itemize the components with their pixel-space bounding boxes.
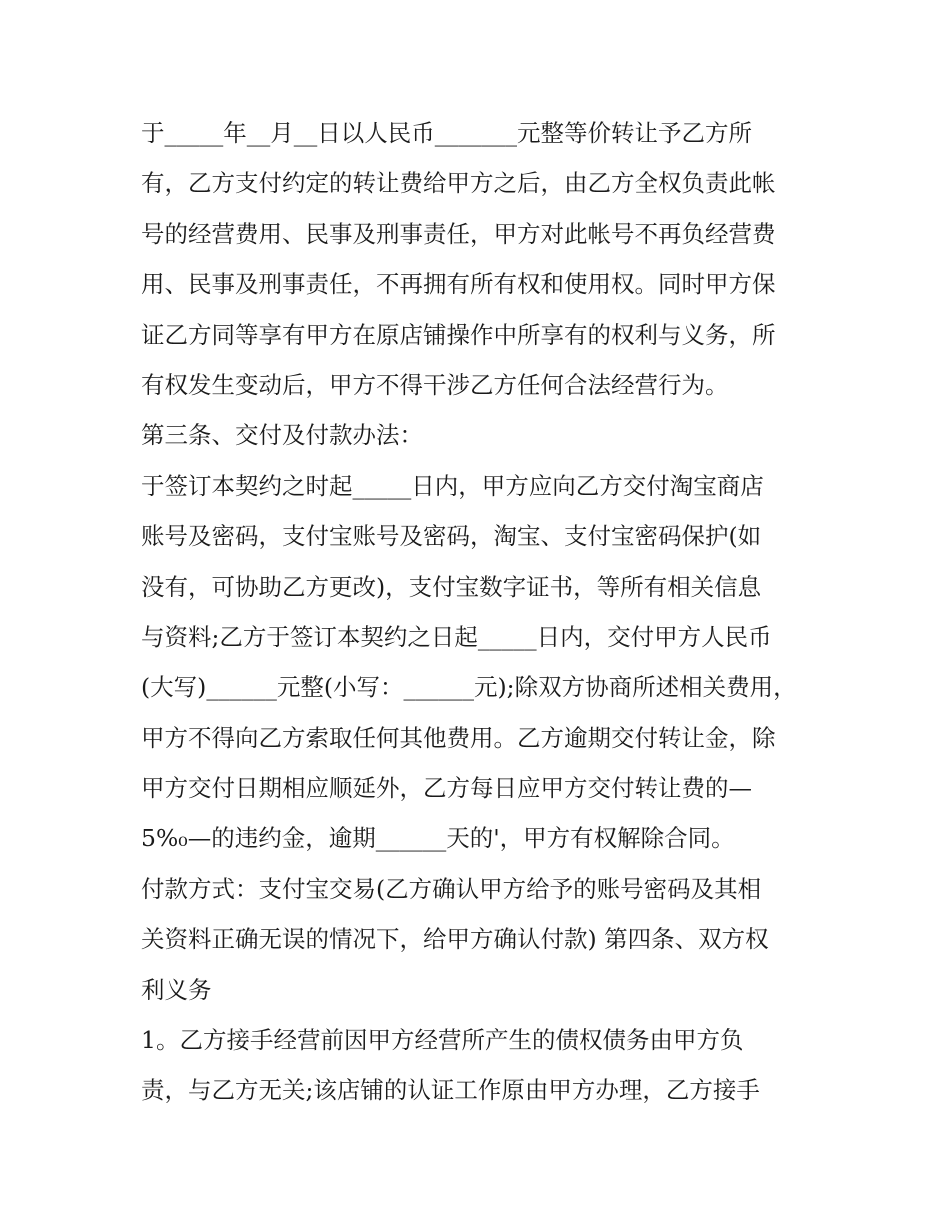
text-line: 甲方交付日期相应顺延外，乙方每日应甲方交付转让费的— <box>141 774 752 803</box>
section-heading: 第三条、交付及付款办法： <box>141 421 423 450</box>
text-line: 付款方式：支付宝交易(乙方确认甲方给予的账号密码及其相 <box>141 874 762 903</box>
text-line: 号的经营费用、民事及刑事责任，甲方对此帐号不再负经营费 <box>141 219 776 248</box>
text-line: 利义务 <box>141 975 212 1004</box>
text-line: 没有，可协助乙方更改)，支付宝数字证书，等所有相关信息 <box>141 572 762 601</box>
text-line: 关资料正确无误的情况下，给甲方确认付款) 第四条、双方权 <box>141 925 769 954</box>
text-line: 有，乙方支付约定的转让费给甲方之后，由乙方全权负责此帐 <box>141 169 776 198</box>
text-line: 于_____年__月__日以人民币_______元整等价转让予乙方所 <box>141 119 752 147</box>
text-line: (大写)______元整(小写：______元);除双方协商所述相关费用， <box>141 673 797 702</box>
text-line: 责，与乙方无关;该店铺的认证工作原由甲方办理，乙方接手 <box>141 1076 760 1105</box>
document-body <box>141 108 821 1116</box>
text-line: 于签订本契约之时起_____日内，甲方应向乙方交付淘宝商店 <box>141 471 764 500</box>
text-line: 甲方不得向乙方索取任何其他费用。乙方逾期交付转让金，除 <box>141 723 776 752</box>
text-line: 有权发生变动后，甲方不得干涉乙方任何合法经营行为。 <box>141 370 729 399</box>
text-line: 账号及密码，支付宝账号及密码，淘宝、支付宝密码保护(如 <box>141 522 762 551</box>
text-line: 用、民事及刑事责任，不再拥有所有权和使用权。同时甲方保 <box>141 270 776 299</box>
text-line: 5%₀—的违约金，逾期______天的'，甲方有权解除合同。 <box>141 824 735 853</box>
text-line: 证乙方同等享有甲方在原店铺操作中所享有的权利与义务，所 <box>141 320 776 349</box>
text-line: 1。乙方接手经营前因甲方经营所产生的债权债务由甲方负 <box>141 1026 744 1055</box>
text-line: 与资料;乙方于签订本契约之日起_____日内，交付甲方人民币 <box>141 622 772 651</box>
